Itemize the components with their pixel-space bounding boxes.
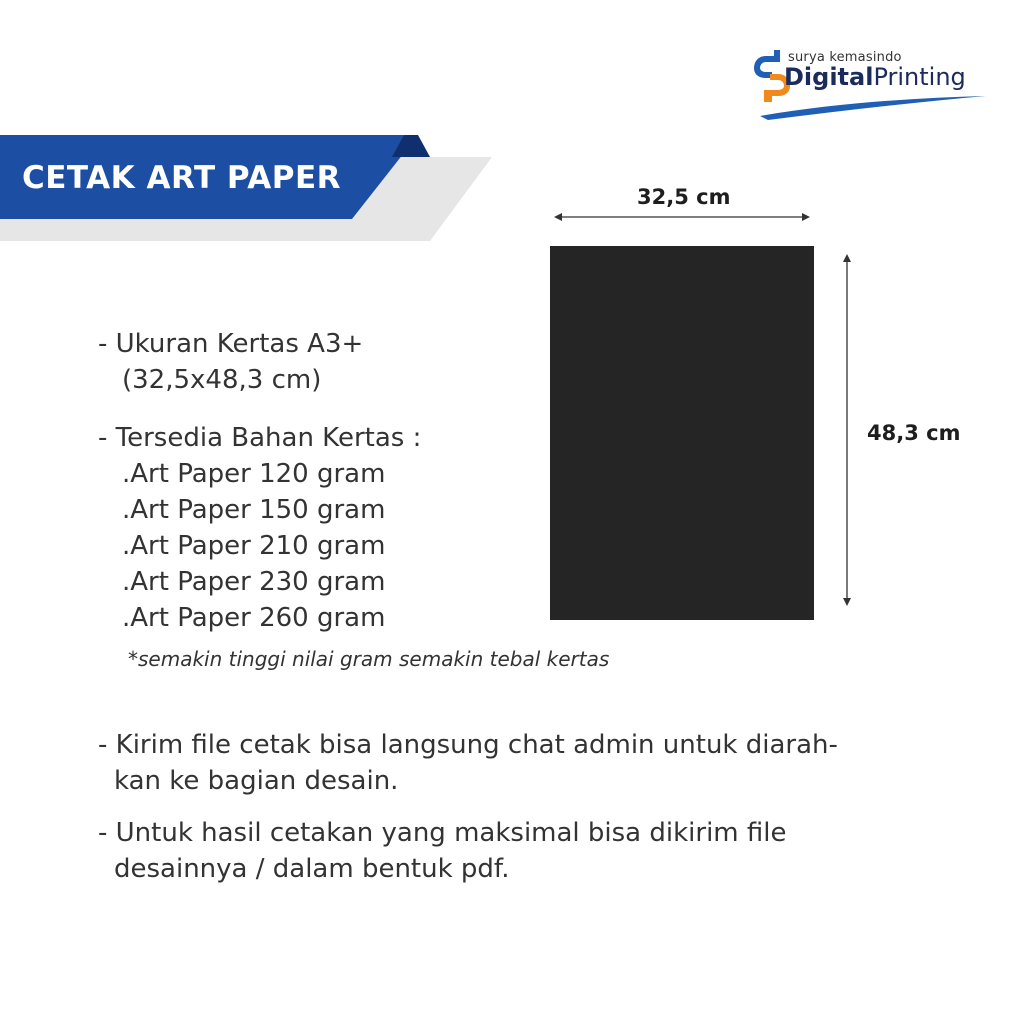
logo-brand-light: Printing <box>873 63 966 91</box>
banner-title: CETAK ART PAPER <box>22 160 342 196</box>
logo-tagline: surya kemasindo <box>788 50 902 65</box>
material-item: .Art Paper 230 gram <box>122 567 386 597</box>
info-result-line1: - Untuk hasil cetakan yang maksimal bisa dikirim file <box>98 818 787 848</box>
size-dimensions: (32,5x48,3 cm) <box>122 365 322 395</box>
logo-swoosh-icon <box>758 94 988 120</box>
info-send-line2: kan ke bagian desain. <box>114 766 399 796</box>
size-line: - Ukuran Kertas A3+ <box>98 329 364 359</box>
materials-note: *semakin tinggi nilai gram semakin tebal kertas <box>128 647 610 671</box>
logo-brand-name <box>784 63 966 91</box>
material-item: .Art Paper 120 gram <box>122 459 386 489</box>
height-arrow-icon <box>839 252 855 608</box>
info-result-line2: desainnya / dalam bentuk pdf. <box>114 854 510 884</box>
material-item: .Art Paper 210 gram <box>122 531 386 561</box>
logo-brand-bold: Digital <box>784 63 874 91</box>
material-item: .Art Paper 260 gram <box>122 603 386 633</box>
materials-heading: - Tersedia Bahan Kertas : <box>98 423 422 453</box>
info-send-line1: - Kirim file cetak bisa langsung chat admin untuk diarah- <box>98 730 838 760</box>
paper-sheet <box>550 246 814 620</box>
height-label: 48,3 cm <box>867 421 961 445</box>
width-label: 32,5 cm <box>637 185 731 209</box>
material-item: .Art Paper 150 gram <box>122 495 386 525</box>
width-arrow-icon <box>552 209 812 225</box>
brand-logo <box>752 42 992 122</box>
